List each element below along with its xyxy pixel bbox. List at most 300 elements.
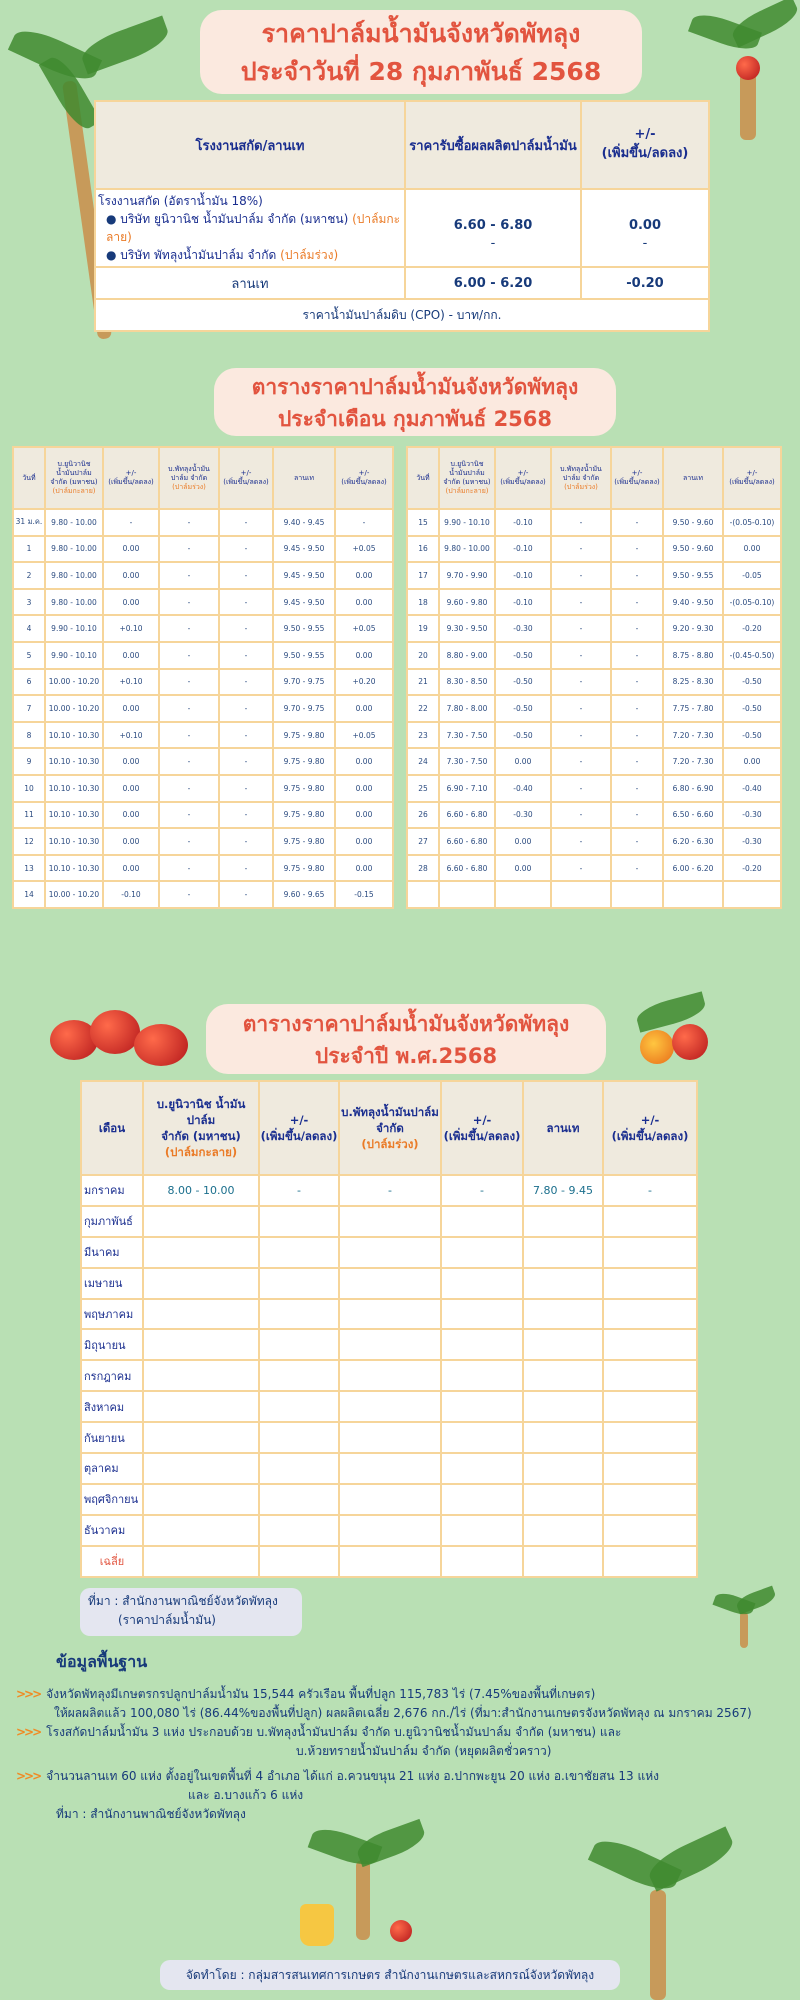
table-cell: 9.75 - 9.80 bbox=[273, 802, 335, 829]
row-label: 21 bbox=[407, 669, 439, 696]
monthly-header-row: วันที่ บ.ยูนิวานิช น้ำมันปาล์ม จำกัด (มหาชน) (ปาล์มกะลาย) +/- (เพิ่มขึ้น/ลดลง) บ.พัทลุงน้ำมัน ปาล์ม จำกัด (ปาล์มร่วง) +/- (เพิ่มขึ้น/ลดลง) ลานเท +/- (เพิ่มขึ้น/ลดลง) bbox=[407, 447, 781, 509]
table-cell: - bbox=[611, 855, 663, 882]
table-cell: 9.20 - 9.30 bbox=[663, 615, 723, 642]
table-cell: 0.00 bbox=[103, 748, 159, 775]
table-cell: -0.30 bbox=[495, 615, 551, 642]
table-row bbox=[13, 562, 393, 589]
table-row bbox=[81, 1206, 697, 1237]
table-cell bbox=[259, 1206, 339, 1237]
palm-fruit-left-icon bbox=[50, 1010, 200, 1070]
table-cell: 0.00 bbox=[335, 642, 393, 669]
daily-price-table bbox=[94, 100, 710, 332]
row-label: กันยายน bbox=[81, 1422, 143, 1453]
table-cell bbox=[441, 1484, 523, 1515]
table-cell bbox=[523, 1299, 603, 1330]
farmer-illustration-icon bbox=[290, 1830, 440, 1950]
row-label: 19 bbox=[407, 615, 439, 642]
table-row bbox=[407, 509, 781, 536]
table-cell bbox=[143, 1237, 259, 1268]
table-cell: 0.00 bbox=[335, 748, 393, 775]
row-label: 22 bbox=[407, 695, 439, 722]
table-cell: - bbox=[219, 722, 273, 749]
table-cell: - bbox=[551, 642, 611, 669]
table-cell: 8.75 - 8.80 bbox=[663, 642, 723, 669]
factory1-row: ● บริษัท ยูนิวานิช น้ำมันปาล์ม จำกัด (มหาชน) (ปาล์มกะลาย) bbox=[106, 212, 401, 244]
table-cell bbox=[143, 1360, 259, 1391]
table-cell: +0.20 bbox=[335, 669, 393, 696]
table-cell: - bbox=[611, 642, 663, 669]
table-cell: 10.10 - 10.30 bbox=[45, 722, 103, 749]
factory-change-cell: 0.00 - bbox=[581, 189, 709, 267]
table-cell: 0.00 bbox=[723, 748, 781, 775]
table-cell bbox=[259, 1299, 339, 1330]
table-cell: -0.10 bbox=[495, 536, 551, 563]
table-cell: 9.60 - 9.80 bbox=[439, 589, 495, 616]
table-cell bbox=[441, 1329, 523, 1360]
table-cell bbox=[339, 1422, 441, 1453]
table-cell bbox=[723, 881, 781, 908]
row-label: ตุลาคม bbox=[81, 1453, 143, 1484]
header-price: ราคารับซื้อผลผลิตปาล์มน้ำมัน bbox=[405, 101, 581, 189]
row-label: 31 ม.ค. bbox=[13, 509, 45, 536]
table-cell: - bbox=[219, 642, 273, 669]
row-label: 15 bbox=[407, 509, 439, 536]
table-cell bbox=[611, 881, 663, 908]
table-row bbox=[407, 775, 781, 802]
table-cell: - bbox=[259, 1175, 339, 1206]
table-cell bbox=[523, 1237, 603, 1268]
header-factory: โรงงานสกัด/ลานเท bbox=[95, 101, 405, 189]
table-cell: +0.10 bbox=[103, 669, 159, 696]
table-cell: 9.90 - 10.10 bbox=[45, 615, 103, 642]
table-cell: -(0.45-0.50) bbox=[723, 642, 781, 669]
table-cell bbox=[143, 1206, 259, 1237]
table-cell: 9.45 - 9.50 bbox=[273, 562, 335, 589]
row-label: 6 bbox=[13, 669, 45, 696]
table-cell bbox=[523, 1329, 603, 1360]
table-row bbox=[81, 1453, 697, 1484]
table-cell: 9.70 - 9.75 bbox=[273, 669, 335, 696]
table-cell: - bbox=[551, 748, 611, 775]
table-cell bbox=[441, 1268, 523, 1299]
yearly-title-line2: ประจำปี พ.ศ.2568 bbox=[314, 1044, 498, 1068]
table-row bbox=[81, 1237, 697, 1268]
table-cell bbox=[143, 1422, 259, 1453]
table-cell: 8.00 - 10.00 bbox=[143, 1175, 259, 1206]
table-cell: -(0.05-0.10) bbox=[723, 589, 781, 616]
row-label: 1 bbox=[13, 536, 45, 563]
table-cell: - bbox=[159, 695, 219, 722]
table-cell: -0.20 bbox=[723, 615, 781, 642]
row-label: 18 bbox=[407, 589, 439, 616]
table-row bbox=[407, 855, 781, 882]
table-cell bbox=[143, 1515, 259, 1546]
table-cell: - bbox=[335, 509, 393, 536]
table-cell bbox=[259, 1268, 339, 1299]
table-cell bbox=[339, 1206, 441, 1237]
table-cell: 9.80 - 10.00 bbox=[45, 536, 103, 563]
row-label: 5 bbox=[13, 642, 45, 669]
row-label: มิถุนายน bbox=[81, 1329, 143, 1360]
table-cell: 10.10 - 10.30 bbox=[45, 855, 103, 882]
table-cell: -0.20 bbox=[723, 855, 781, 882]
row-label: 16 bbox=[407, 536, 439, 563]
header-change: +/- (เพิ่มขึ้น/ลดลง) bbox=[581, 101, 709, 189]
table-cell: 9.50 - 9.60 bbox=[663, 509, 723, 536]
row-label: ธันวาคม bbox=[81, 1515, 143, 1546]
table-cell: - bbox=[159, 669, 219, 696]
table-row bbox=[407, 802, 781, 829]
table-cell: 9.30 - 9.50 bbox=[439, 615, 495, 642]
table-cell: - bbox=[551, 802, 611, 829]
table-cell: 9.80 - 10.00 bbox=[45, 589, 103, 616]
palm-fruit-right-icon bbox=[636, 1000, 716, 1070]
row-label: สิงหาคม bbox=[81, 1391, 143, 1422]
table-cell bbox=[439, 881, 495, 908]
table-cell: 7.20 - 7.30 bbox=[663, 722, 723, 749]
table-row bbox=[407, 589, 781, 616]
table-cell: +0.05 bbox=[335, 536, 393, 563]
table-cell: 9.75 - 9.80 bbox=[273, 855, 335, 882]
table-cell bbox=[259, 1515, 339, 1546]
table-row bbox=[13, 695, 393, 722]
daily-title-line1: ราคาปาล์มน้ำมันจังหวัดพัทลุง bbox=[261, 19, 581, 48]
table-cell: -0.10 bbox=[495, 589, 551, 616]
row-label: เมษายน bbox=[81, 1268, 143, 1299]
row-label: 27 bbox=[407, 828, 439, 855]
table-cell: 0.00 bbox=[335, 562, 393, 589]
table-cell: 0.00 bbox=[335, 828, 393, 855]
factory-cell bbox=[95, 189, 405, 267]
table-cell: - bbox=[441, 1175, 523, 1206]
table-cell: 9.45 - 9.50 bbox=[273, 536, 335, 563]
table-cell: - bbox=[611, 509, 663, 536]
table-cell: 0.00 bbox=[335, 855, 393, 882]
source-pill: ที่มา : สำนักงานพาณิชย์จังหวัดพัทลุง (ราคาปาล์มน้ำมัน) bbox=[80, 1588, 302, 1636]
table-cell: 8.30 - 8.50 bbox=[439, 669, 495, 696]
table-cell: - bbox=[219, 855, 273, 882]
table-cell: - bbox=[159, 775, 219, 802]
table-row bbox=[81, 1422, 697, 1453]
table-cell bbox=[603, 1329, 697, 1360]
table-cell: 10.00 - 10.20 bbox=[45, 669, 103, 696]
table-row bbox=[81, 1329, 697, 1360]
table-row bbox=[407, 642, 781, 669]
table-cell: 9.40 - 9.50 bbox=[663, 589, 723, 616]
table-cell bbox=[603, 1299, 697, 1330]
table-cell bbox=[339, 1360, 441, 1391]
row-label: 7 bbox=[13, 695, 45, 722]
table-cell: 7.20 - 7.30 bbox=[663, 748, 723, 775]
table-cell bbox=[523, 1360, 603, 1391]
table-cell: 9.90 - 10.10 bbox=[45, 642, 103, 669]
factory2-row: ● บริษัท พัทลุงน้ำมันปาล์ม จำกัด (ปาล์มร่วง) bbox=[106, 248, 339, 262]
row-label bbox=[407, 881, 439, 908]
table-row bbox=[407, 536, 781, 563]
table-row bbox=[81, 1175, 697, 1206]
table-cell bbox=[603, 1360, 697, 1391]
daily-title bbox=[200, 10, 642, 94]
table-cell bbox=[523, 1515, 603, 1546]
table-row bbox=[13, 589, 393, 616]
table-cell: - bbox=[219, 748, 273, 775]
basic-info-heading: ข้อมูลพื้นฐาน bbox=[56, 1652, 148, 1671]
table-cell: 6.90 - 7.10 bbox=[439, 775, 495, 802]
table-cell bbox=[339, 1484, 441, 1515]
table-cell: - bbox=[219, 881, 273, 908]
table-cell: -0.05 bbox=[723, 562, 781, 589]
table-cell: 9.50 - 9.55 bbox=[273, 615, 335, 642]
basic-info: ข้อมูลพื้นฐาน >>> จังหวัดพัทลุงมีเกษตรกรปลูกปาล์มน้ำมัน 15,544 ครัวเรือน พื้นที่ปลูก 115,783 ไร่ (7.45%ของพื้นที่เกษตร) ให้ผลผลิตแล้ว 100,080 ไร่ (86.44%ของพื้นที่ปลูก) ผลผลิตเฉลี่ย 2,676 กก./ไร่ (ที่มา:สำนักงานเกษตรจังหวัดพัทลุง ณ มกราคม 2567) >>> โรงสกัดปาล์มน้ำมัน 3 แห่ง ประกอบด้วย บ.พัทลุงน้ำมันปาล์ม จำกัด บ.ยูนิวานิชน้ำมันปาล์ม จำกัด (มหาชน) และ บ.ห้วยทรายน้ำมันปาล์ม จำกัด (หยุดผลิตชั่วคราว) >>> จำนวนลานเท 60 แห่ง ตั้งอยู่ในเขตพื้นที่ 4 อำเภอ ได้แก่ อ.ควนขนุน 21 แห่ง อ.ปากพะยูน 20 แห่ง อ.เขาชัยสน 13 แห่ง และ อ.บางแก้ว 6 แห่ง ที่มา : สำนักงานพาณิชย์จังหวัดพัทลุง bbox=[16, 1650, 796, 1824]
table-cell bbox=[259, 1329, 339, 1360]
table-row bbox=[13, 509, 393, 536]
table-cell: 7.30 - 7.50 bbox=[439, 748, 495, 775]
table-cell: 9.50 - 9.55 bbox=[663, 562, 723, 589]
table-cell: - bbox=[551, 536, 611, 563]
row-label: มีนาคม bbox=[81, 1237, 143, 1268]
table-cell: 9.75 - 9.80 bbox=[273, 775, 335, 802]
table-cell: 9.70 - 9.75 bbox=[273, 695, 335, 722]
monthly-header-row: วันที่ บ.ยูนิวานิช น้ำมันปาล์ม จำกัด (มหาชน) (ปาล์มกะลาย) +/- (เพิ่มขึ้น/ลดลง) บ.พัทลุงน้ำมัน ปาล์ม จำกัด (ปาล์มร่วง) +/- (เพิ่มขึ้น/ลดลง) ลานเท +/- (เพิ่มขึ้น/ลดลง) bbox=[13, 447, 393, 509]
footer-credit: จัดทำโดย : กลุ่มสารสนเทศการเกษตร สำนักงานเกษตรและสหกรณ์จังหวัดพัทลุง bbox=[160, 1960, 620, 1990]
table-cell: 7.75 - 7.80 bbox=[663, 695, 723, 722]
table-cell: - bbox=[159, 642, 219, 669]
table-cell: - bbox=[551, 589, 611, 616]
table-cell bbox=[603, 1237, 697, 1268]
average-label: เฉลี่ย bbox=[81, 1546, 143, 1577]
table-cell: 6.60 - 6.80 bbox=[439, 802, 495, 829]
table-row bbox=[13, 669, 393, 696]
table-row bbox=[13, 722, 393, 749]
row-label: 14 bbox=[13, 881, 45, 908]
table-cell: - bbox=[551, 509, 611, 536]
table-cell bbox=[523, 1422, 603, 1453]
table-cell: - bbox=[611, 722, 663, 749]
table-cell: 8.25 - 8.30 bbox=[663, 669, 723, 696]
arrow-icon: >>> bbox=[16, 1725, 41, 1739]
table-row bbox=[81, 1268, 697, 1299]
table-cell: 0.00 bbox=[335, 775, 393, 802]
table-cell bbox=[441, 1453, 523, 1484]
table-cell: - bbox=[219, 828, 273, 855]
arrow-icon: >>> bbox=[16, 1687, 41, 1701]
table-cell bbox=[441, 1299, 523, 1330]
table-row bbox=[13, 642, 393, 669]
yard-change: -0.20 bbox=[581, 267, 709, 299]
table-cell: 6.60 - 6.80 bbox=[439, 855, 495, 882]
table-cell: - bbox=[219, 669, 273, 696]
yearly-title-line1: ตารางราคาปาล์มน้ำมันจังหวัดพัทลุง bbox=[242, 1012, 570, 1036]
table-cell: - bbox=[611, 589, 663, 616]
table-cell bbox=[259, 1484, 339, 1515]
row-label: 28 bbox=[407, 855, 439, 882]
table-cell: -0.40 bbox=[723, 775, 781, 802]
row-label: 4 bbox=[13, 615, 45, 642]
table-cell bbox=[603, 1268, 697, 1299]
table-cell: - bbox=[551, 722, 611, 749]
monthly-title bbox=[214, 368, 616, 436]
table-cell bbox=[603, 1484, 697, 1515]
table-cell: -0.50 bbox=[495, 642, 551, 669]
table-cell: - bbox=[611, 695, 663, 722]
table-cell: - bbox=[159, 748, 219, 775]
row-label: 8 bbox=[13, 722, 45, 749]
table-cell: 7.80 - 8.00 bbox=[439, 695, 495, 722]
table-cell: - bbox=[219, 562, 273, 589]
table-cell: -0.50 bbox=[495, 695, 551, 722]
table-cell: - bbox=[159, 802, 219, 829]
table-cell: - bbox=[103, 509, 159, 536]
table-cell: - bbox=[551, 695, 611, 722]
row-label: 9 bbox=[13, 748, 45, 775]
table-cell: 0.00 bbox=[335, 589, 393, 616]
table-cell: 6.00 - 6.20 bbox=[663, 855, 723, 882]
row-label: 20 bbox=[407, 642, 439, 669]
table-cell: 6.50 - 6.60 bbox=[663, 802, 723, 829]
table-cell: 0.00 bbox=[335, 695, 393, 722]
table-cell: -0.50 bbox=[723, 669, 781, 696]
table-cell bbox=[143, 1268, 259, 1299]
table-cell: - bbox=[159, 881, 219, 908]
table-cell: - bbox=[551, 615, 611, 642]
table-cell: - bbox=[551, 855, 611, 882]
table-cell: 9.40 - 9.45 bbox=[273, 509, 335, 536]
table-cell: 0.00 bbox=[103, 536, 159, 563]
table-cell: - bbox=[219, 695, 273, 722]
table-cell bbox=[441, 1360, 523, 1391]
table-cell bbox=[143, 1391, 259, 1422]
table-cell: - bbox=[159, 589, 219, 616]
table-cell: -0.10 bbox=[495, 509, 551, 536]
table-cell: 0.00 bbox=[103, 828, 159, 855]
table-cell: - bbox=[551, 775, 611, 802]
row-label: 12 bbox=[13, 828, 45, 855]
row-label: 23 bbox=[407, 722, 439, 749]
table-row bbox=[13, 828, 393, 855]
row-label: กุมภาพันธ์ bbox=[81, 1206, 143, 1237]
table-cell bbox=[339, 1299, 441, 1330]
table-cell: 10.00 - 10.20 bbox=[45, 881, 103, 908]
table-cell: - bbox=[611, 536, 663, 563]
table-cell: 9.80 - 10.00 bbox=[45, 509, 103, 536]
table-cell: 7.80 - 9.45 bbox=[523, 1175, 603, 1206]
row-label: 25 bbox=[407, 775, 439, 802]
table-cell: - bbox=[611, 775, 663, 802]
table-cell bbox=[259, 1360, 339, 1391]
table-cell: -(0.05-0.10) bbox=[723, 509, 781, 536]
table-cell: 0.00 bbox=[723, 536, 781, 563]
table-cell bbox=[523, 1484, 603, 1515]
table-cell: 0.00 bbox=[103, 775, 159, 802]
row-label: 17 bbox=[407, 562, 439, 589]
table-cell bbox=[143, 1299, 259, 1330]
table-cell: - bbox=[611, 748, 663, 775]
table-row bbox=[407, 669, 781, 696]
table-cell bbox=[143, 1329, 259, 1360]
table-row bbox=[81, 1515, 697, 1546]
table-cell: - bbox=[551, 562, 611, 589]
table-row bbox=[13, 615, 393, 642]
monthly-table-left bbox=[12, 446, 394, 909]
table-cell: 0.00 bbox=[103, 802, 159, 829]
row-label: 10 bbox=[13, 775, 45, 802]
table-cell: 10.10 - 10.30 bbox=[45, 802, 103, 829]
factory-label: โรงงานสกัด (อัตราน้ำมัน 18%) bbox=[98, 194, 263, 208]
table-cell bbox=[339, 1237, 441, 1268]
table-cell: 0.00 bbox=[103, 855, 159, 882]
table-row bbox=[81, 1391, 697, 1422]
table-cell: -0.50 bbox=[495, 722, 551, 749]
small-palm-icon bbox=[714, 1590, 774, 1650]
table-cell bbox=[441, 1422, 523, 1453]
table-cell: -0.30 bbox=[495, 802, 551, 829]
table-cell: 10.10 - 10.30 bbox=[45, 748, 103, 775]
table-cell: -0.50 bbox=[723, 722, 781, 749]
table-cell bbox=[495, 881, 551, 908]
monthly-title-line2: ประจำเดือน กุมภาพันธ์ 2568 bbox=[277, 407, 553, 431]
table-cell: - bbox=[551, 669, 611, 696]
table-cell bbox=[143, 1484, 259, 1515]
table-cell: - bbox=[219, 615, 273, 642]
table-cell: 0.00 bbox=[495, 855, 551, 882]
table-cell: - bbox=[219, 536, 273, 563]
yard-label: ลานเท bbox=[95, 267, 405, 299]
table-cell bbox=[441, 1206, 523, 1237]
table-cell bbox=[339, 1391, 441, 1422]
table-cell: - bbox=[159, 855, 219, 882]
row-label: กรกฎาคม bbox=[81, 1360, 143, 1391]
table-cell: 9.75 - 9.80 bbox=[273, 828, 335, 855]
table-cell bbox=[603, 1422, 697, 1453]
row-label: พฤศจิกายน bbox=[81, 1484, 143, 1515]
table-cell bbox=[523, 1453, 603, 1484]
table-row bbox=[407, 615, 781, 642]
yearly-average-row bbox=[81, 1546, 697, 1577]
row-label: 3 bbox=[13, 589, 45, 616]
table-cell: 0.00 bbox=[495, 828, 551, 855]
table-row bbox=[407, 562, 781, 589]
table-row bbox=[13, 802, 393, 829]
yard-price: 6.00 - 6.20 bbox=[405, 267, 581, 299]
table-row bbox=[407, 695, 781, 722]
table-cell: +0.05 bbox=[335, 722, 393, 749]
table-cell: 9.90 - 10.10 bbox=[439, 509, 495, 536]
row-label: 26 bbox=[407, 802, 439, 829]
table-cell: -0.30 bbox=[723, 828, 781, 855]
table-cell bbox=[603, 1391, 697, 1422]
row-label: มกราคม bbox=[81, 1175, 143, 1206]
table-cell: - bbox=[611, 669, 663, 696]
table-cell: 6.60 - 6.80 bbox=[439, 828, 495, 855]
table-cell: 6.20 - 6.30 bbox=[663, 828, 723, 855]
table-cell: 9.50 - 9.55 bbox=[273, 642, 335, 669]
table-cell bbox=[441, 1515, 523, 1546]
table-cell bbox=[523, 1268, 603, 1299]
row-label: 24 bbox=[407, 748, 439, 775]
table-cell: - bbox=[159, 615, 219, 642]
table-cell: -0.50 bbox=[723, 695, 781, 722]
table-cell bbox=[339, 1515, 441, 1546]
table-cell: 0.00 bbox=[103, 695, 159, 722]
table-row bbox=[13, 775, 393, 802]
row-label: พฤษภาคม bbox=[81, 1299, 143, 1330]
table-cell: -0.10 bbox=[103, 881, 159, 908]
table-row bbox=[407, 881, 781, 908]
table-cell: 0.00 bbox=[103, 642, 159, 669]
table-cell: - bbox=[219, 802, 273, 829]
table-cell bbox=[259, 1237, 339, 1268]
table-cell: 9.75 - 9.80 bbox=[273, 748, 335, 775]
